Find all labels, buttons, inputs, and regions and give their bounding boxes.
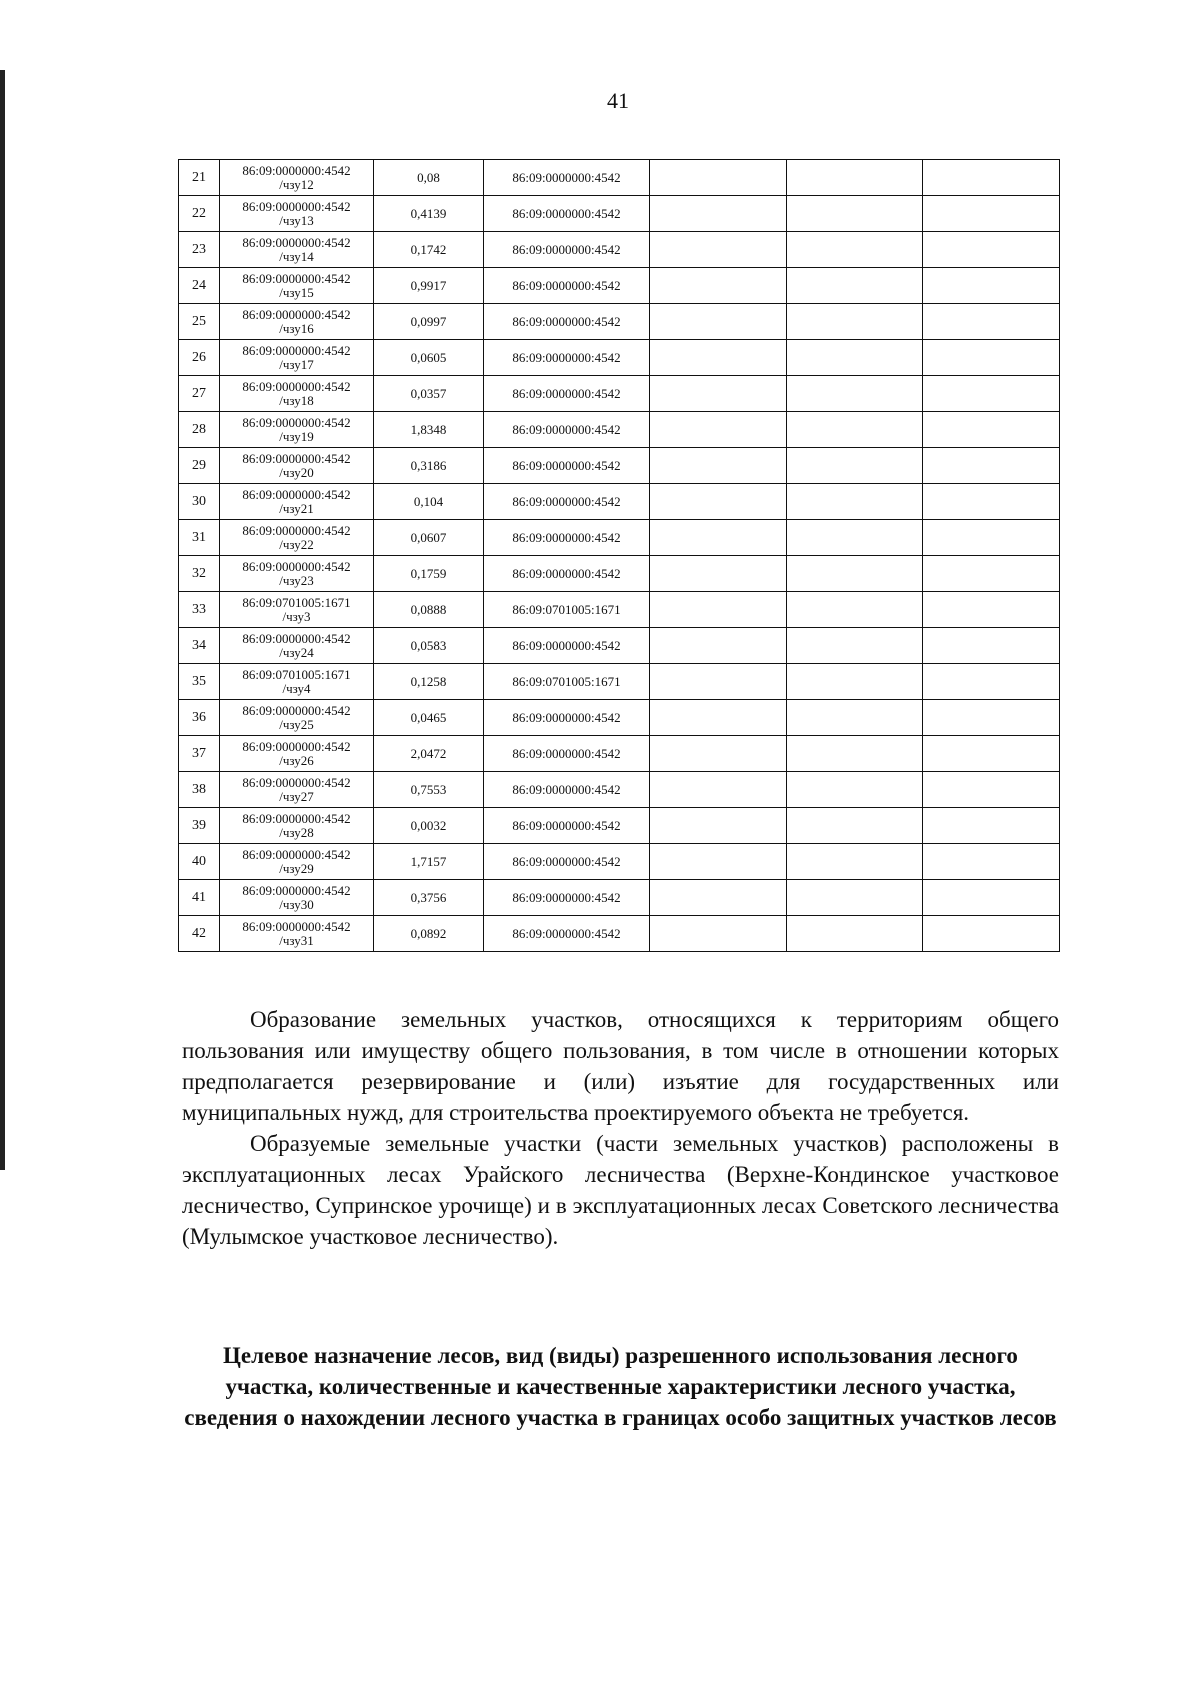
area-value: 1,7157 <box>374 844 484 880</box>
empty-cell <box>787 448 923 484</box>
parent-cadastral-number: 86:09:0000000:4542 <box>484 844 650 880</box>
area-value: 0,0357 <box>374 376 484 412</box>
empty-cell <box>787 520 923 556</box>
empty-cell <box>650 592 787 628</box>
area-value: 0,9917 <box>374 268 484 304</box>
empty-cell <box>650 160 787 196</box>
table-row <box>179 556 1060 592</box>
empty-cell <box>650 340 787 376</box>
table-row <box>179 772 1060 808</box>
part-cadastral-number: 86:09:0000000:4542 /чзу14 <box>220 232 374 268</box>
empty-cell <box>787 808 923 844</box>
empty-cell <box>923 196 1060 232</box>
part-cadastral-number: 86:09:0000000:4542 /чзу21 <box>220 484 374 520</box>
section-heading: Целевое назначение лесов, вид (виды) разрешенного использования лесного участка, количественные и качественные характеристики лесного участка, сведения о нахождении лесного участка в границах особо защитных участков лесов <box>184 1343 1057 1430</box>
table-row <box>179 628 1060 664</box>
row-number: 37 <box>179 736 220 772</box>
table-row <box>179 484 1060 520</box>
parent-cadastral-number: 86:09:0000000:4542 <box>484 196 650 232</box>
table-row <box>179 664 1060 700</box>
empty-cell <box>787 556 923 592</box>
row-number: 25 <box>179 304 220 340</box>
empty-cell <box>923 592 1060 628</box>
empty-cell <box>923 340 1060 376</box>
area-value: 0,0892 <box>374 916 484 952</box>
parent-cadastral-number: 86:09:0000000:4542 <box>484 304 650 340</box>
empty-cell <box>923 304 1060 340</box>
empty-cell <box>650 304 787 340</box>
parent-cadastral-number: 86:09:0000000:4542 <box>484 160 650 196</box>
part-cadastral-number: 86:09:0000000:4542 /чзу17 <box>220 340 374 376</box>
page-number: 41 <box>607 88 629 113</box>
row-number: 30 <box>179 484 220 520</box>
row-number: 32 <box>179 556 220 592</box>
part-cadastral-number: 86:09:0701005:1671 /чзу3 <box>220 592 374 628</box>
empty-cell <box>787 628 923 664</box>
empty-cell <box>650 916 787 952</box>
empty-cell <box>787 844 923 880</box>
parent-cadastral-number: 86:09:0000000:4542 <box>484 412 650 448</box>
empty-cell <box>923 268 1060 304</box>
parent-cadastral-number: 86:09:0000000:4542 <box>484 340 650 376</box>
empty-cell <box>650 484 787 520</box>
table-row <box>179 592 1060 628</box>
part-cadastral-number: 86:09:0000000:4542 /чзу22 <box>220 520 374 556</box>
area-value: 0,1742 <box>374 232 484 268</box>
row-number: 41 <box>179 880 220 916</box>
empty-cell <box>650 772 787 808</box>
empty-cell <box>787 736 923 772</box>
empty-cell <box>923 412 1060 448</box>
empty-cell <box>923 772 1060 808</box>
table-row <box>179 520 1060 556</box>
empty-cell <box>923 448 1060 484</box>
part-cadastral-number: 86:09:0000000:4542 /чзу12 <box>220 160 374 196</box>
empty-cell <box>650 232 787 268</box>
area-value: 0,0605 <box>374 340 484 376</box>
parent-cadastral-number: 86:09:0000000:4542 <box>484 376 650 412</box>
parent-cadastral-number: 86:09:0000000:4542 <box>484 628 650 664</box>
empty-cell <box>923 880 1060 916</box>
parent-cadastral-number: 86:09:0000000:4542 <box>484 736 650 772</box>
empty-cell <box>787 412 923 448</box>
parent-cadastral-number: 86:09:0000000:4542 <box>484 520 650 556</box>
row-number: 23 <box>179 232 220 268</box>
scan-edge <box>0 70 5 1170</box>
table-row <box>179 160 1060 196</box>
row-number: 26 <box>179 340 220 376</box>
empty-cell <box>787 376 923 412</box>
parent-cadastral-number: 86:09:0000000:4542 <box>484 808 650 844</box>
parent-cadastral-number: 86:09:0000000:4542 <box>484 772 650 808</box>
table-row <box>179 736 1060 772</box>
table-row <box>179 232 1060 268</box>
empty-cell <box>650 268 787 304</box>
parent-cadastral-number: 86:09:0701005:1671 <box>484 592 650 628</box>
part-cadastral-number: 86:09:0000000:4542 /чзу15 <box>220 268 374 304</box>
row-number: 33 <box>179 592 220 628</box>
empty-cell <box>650 196 787 232</box>
empty-cell <box>650 736 787 772</box>
table-row <box>179 196 1060 232</box>
row-number: 42 <box>179 916 220 952</box>
table-row <box>179 340 1060 376</box>
row-number: 34 <box>179 628 220 664</box>
area-value: 0,0607 <box>374 520 484 556</box>
part-cadastral-number: 86:09:0000000:4542 /чзу20 <box>220 448 374 484</box>
empty-cell <box>787 484 923 520</box>
empty-cell <box>650 556 787 592</box>
row-number: 22 <box>179 196 220 232</box>
empty-cell <box>650 880 787 916</box>
empty-cell <box>650 808 787 844</box>
area-value: 0,3756 <box>374 880 484 916</box>
row-number: 36 <box>179 700 220 736</box>
row-number: 35 <box>179 664 220 700</box>
row-number: 40 <box>179 844 220 880</box>
area-value: 0,08 <box>374 160 484 196</box>
paragraph: Образуемые земельные участки (части земельных участков) расположены в эксплуатационных лесах Урайского лесничества (Верхне-Кондинское участковое лесничество, Супринское урочище) и в эксплуатационных лесах Советского лесничества (Мулымское участковое лесничество). <box>182 1131 1059 1249</box>
row-number: 28 <box>179 412 220 448</box>
row-number: 38 <box>179 772 220 808</box>
area-value: 0,0032 <box>374 808 484 844</box>
paragraph: Образование земельных участков, относящихся к территориям общего пользования или имуществу общего пользования, в том числе в отношении которых предполагается резервирование и (или) изъятие для государственных или муниципальных нужд, для строительства проектируемого объекта не требуется. <box>182 1007 1059 1125</box>
empty-cell <box>923 844 1060 880</box>
table-row <box>179 844 1060 880</box>
part-cadastral-number: 86:09:0000000:4542 /чзу29 <box>220 844 374 880</box>
empty-cell <box>787 700 923 736</box>
row-number: 27 <box>179 376 220 412</box>
empty-cell <box>650 520 787 556</box>
part-cadastral-number: 86:09:0000000:4542 /чзу31 <box>220 916 374 952</box>
table-row <box>179 448 1060 484</box>
part-cadastral-number: 86:09:0000000:4542 /чзу19 <box>220 412 374 448</box>
empty-cell <box>923 232 1060 268</box>
empty-cell <box>923 520 1060 556</box>
parent-cadastral-number: 86:09:0000000:4542 <box>484 556 650 592</box>
empty-cell <box>787 232 923 268</box>
parent-cadastral-number: 86:09:0000000:4542 <box>484 484 650 520</box>
empty-cell <box>923 808 1060 844</box>
empty-cell <box>923 700 1060 736</box>
part-cadastral-number: 86:09:0000000:4542 /чзу18 <box>220 376 374 412</box>
area-value: 0,104 <box>374 484 484 520</box>
empty-cell <box>650 664 787 700</box>
part-cadastral-number: 86:09:0701005:1671 /чзу4 <box>220 664 374 700</box>
part-cadastral-number: 86:09:0000000:4542 /чзу13 <box>220 196 374 232</box>
area-value: 0,1258 <box>374 664 484 700</box>
body-text <box>182 1004 1059 1252</box>
empty-cell <box>787 304 923 340</box>
table-row <box>179 268 1060 304</box>
empty-cell <box>650 412 787 448</box>
part-cadastral-number: 86:09:0000000:4542 /чзу26 <box>220 736 374 772</box>
area-value: 0,1759 <box>374 556 484 592</box>
empty-cell <box>923 376 1060 412</box>
land-plots-table <box>178 159 1060 952</box>
empty-cell <box>650 844 787 880</box>
empty-cell <box>787 160 923 196</box>
part-cadastral-number: 86:09:0000000:4542 /чзу24 <box>220 628 374 664</box>
row-number: 29 <box>179 448 220 484</box>
area-value: 2,0472 <box>374 736 484 772</box>
table-row <box>179 304 1060 340</box>
table-row <box>179 916 1060 952</box>
empty-cell <box>650 628 787 664</box>
parent-cadastral-number: 86:09:0000000:4542 <box>484 916 650 952</box>
empty-cell <box>650 448 787 484</box>
empty-cell <box>787 592 923 628</box>
area-value: 0,0465 <box>374 700 484 736</box>
row-number: 31 <box>179 520 220 556</box>
empty-cell <box>923 160 1060 196</box>
part-cadastral-number: 86:09:0000000:4542 /чзу25 <box>220 700 374 736</box>
row-number: 39 <box>179 808 220 844</box>
empty-cell <box>923 628 1060 664</box>
parent-cadastral-number: 86:09:0000000:4542 <box>484 880 650 916</box>
empty-cell <box>787 196 923 232</box>
empty-cell <box>787 772 923 808</box>
table-row <box>179 412 1060 448</box>
parent-cadastral-number: 86:09:0701005:1671 <box>484 664 650 700</box>
parent-cadastral-number: 86:09:0000000:4542 <box>484 232 650 268</box>
area-value: 0,4139 <box>374 196 484 232</box>
empty-cell <box>650 376 787 412</box>
empty-cell <box>923 736 1060 772</box>
empty-cell <box>650 700 787 736</box>
area-value: 1,8348 <box>374 412 484 448</box>
row-number: 21 <box>179 160 220 196</box>
empty-cell <box>787 268 923 304</box>
empty-cell <box>923 916 1060 952</box>
empty-cell <box>787 880 923 916</box>
table-row <box>179 880 1060 916</box>
parent-cadastral-number: 86:09:0000000:4542 <box>484 700 650 736</box>
table-row <box>179 376 1060 412</box>
part-cadastral-number: 86:09:0000000:4542 /чзу16 <box>220 304 374 340</box>
empty-cell <box>787 664 923 700</box>
part-cadastral-number: 86:09:0000000:4542 /чзу28 <box>220 808 374 844</box>
part-cadastral-number: 86:09:0000000:4542 /чзу23 <box>220 556 374 592</box>
area-value: 0,0888 <box>374 592 484 628</box>
area-value: 0,0997 <box>374 304 484 340</box>
empty-cell <box>787 916 923 952</box>
empty-cell <box>787 340 923 376</box>
area-value: 0,0583 <box>374 628 484 664</box>
parent-cadastral-number: 86:09:0000000:4542 <box>484 268 650 304</box>
empty-cell <box>923 556 1060 592</box>
part-cadastral-number: 86:09:0000000:4542 /чзу27 <box>220 772 374 808</box>
part-cadastral-number: 86:09:0000000:4542 /чзу30 <box>220 880 374 916</box>
table-row <box>179 808 1060 844</box>
row-number: 24 <box>179 268 220 304</box>
empty-cell <box>923 484 1060 520</box>
area-value: 0,7553 <box>374 772 484 808</box>
empty-cell <box>923 664 1060 700</box>
area-value: 0,3186 <box>374 448 484 484</box>
table-row <box>179 700 1060 736</box>
parent-cadastral-number: 86:09:0000000:4542 <box>484 448 650 484</box>
